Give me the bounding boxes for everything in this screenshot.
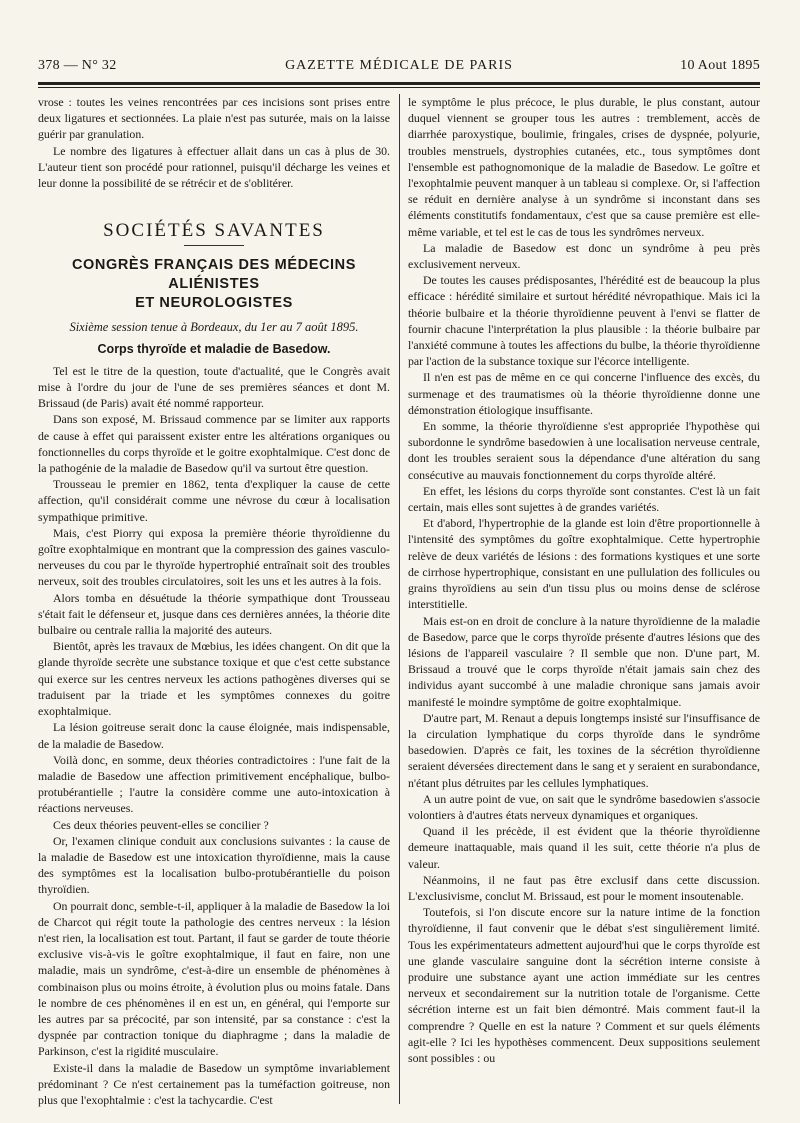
- paragraph: La lésion goitreuse serait donc la cause éloignée, mais indispensable, de la maladie de Basedow.: [38, 720, 390, 751]
- paragraph: Existe-il dans la maladie de Basedow un symptôme invariablement prédominant ? Ce n'est certainement pas la tuméfaction goitreuse, non plus que l'exophtalmie : c'est la tachycardie. C'est: [38, 1060, 390, 1107]
- paragraph: La maladie de Basedow est donc un syndrôme à peu près exclusivement nerveux.: [408, 240, 760, 272]
- left-column: [38, 94, 390, 1108]
- paragraph: Et d'abord, l'hypertrophie de la glande est loin d'être proportionnelle à l'intensité des symptômes du goître exophtalmique. Cette hypertrophie relève de deux variétés de lésions : des formations kystiques et une sorte de cirrhose hypertrophique, consistant en une pullulation des follicules ou grains thyroïdiens au sein d'un tissu plus ou moins dense de sclérose interstitielle.: [408, 516, 760, 612]
- journal-title: GAZETTE MÉDICALE DE PARIS: [285, 58, 513, 73]
- paragraph: Mais, c'est Piorry qui exposa la première théorie thyroïdienne du goître exophtalmique en montrant que la compression des gaines vasculo-nerveuses du cou par le thyroïde hypertrophié entraînait soit des troubles nerveux, soit des troubles circulatoires, soit les uns et les autres à la fois.: [38, 525, 390, 589]
- topic-heading: Corps thyroïde et maladie de Basedow.: [97, 341, 331, 356]
- paragraph: En effet, les lésions du corps thyroïde sont constantes. C'est là un fait certain, mais elles sont sujettes à de grandes variétés.: [408, 483, 760, 515]
- paragraph: Or, l'examen clinique conduit aux conclusions suivantes : la cause de la maladie de Basedow est une intoxication thyroïdienne, mais la cause des symptômes est la localisation bulbo-protubérantielle du poison thyroïdien.: [38, 833, 390, 897]
- right-column: [408, 94, 760, 1066]
- paragraph: Dans son exposé, M. Brissaud commence par se limiter aux rapports de cause à effet qui paraissent exister entre les altérations organiques ou fonctionnelles du corps thyroïde et le goitre exophtalmique. C'est donc de la pathogénie de la maladie de Basedow qu'il va surtout être question.: [38, 412, 390, 476]
- congress-title-line: CONGRÈS FRANÇAIS DES MÉDECINS ALIÉNISTES: [71, 257, 357, 293]
- header-rule-thin: [38, 87, 760, 88]
- paragraph: En somme, la théorie thyroïdienne s'est appropriée l'hypothèse qui subordonne le syndrôme basedowien à une localisation nerveuse centrale, dont les troubles seraient sous la dépendance d'une altération du sang consécutive au mauvais fonctionnement du corps thyroïde altéré.: [408, 419, 760, 482]
- paragraph: vrose : toutes les veines rencontrées par ces incisions sont prises entre deux ligatures et sectionnées. La plaie n'est pas suturée, mais on la laisse guérir par granulation.: [38, 95, 390, 142]
- paragraph: Néanmoins, il ne faut pas être exclusif dans cette discussion. L'exclusivisme, conclut M. Brissaud, est pour le moment insoutenable.: [408, 872, 760, 903]
- session-subtitle: Sixième session tenue à Bordeaux, du 1er au 7 août 1895.: [69, 320, 359, 335]
- header-rule-thick: [38, 82, 760, 85]
- column-separator: [399, 94, 400, 1104]
- section-rule: [184, 245, 244, 246]
- paragraph: Toutefois, si l'on discute encore sur la nature intime de la fonction thyroïdienne, il faut convenir que le débat s'est singulièrement limité. Tous les expérimentateurs admettent aujourd'hui que le corps thyroïde est une glande vasculaire sanguine dont la sécrétion interne consiste à produire une substance ayant une action immédiate sur les centres nerveux et secondairement sur la nutrition totale de l'organisme. Cette sécrétion interne est un fait bien démontré. Mais comment faut-il la comprendre ? Quelle en est la nature ? Comment et sur quels éléments agit-elle ? Ici les hypothèses commencent. Deux suppositions seulement sont possibles : ou: [408, 905, 760, 1065]
- page-number: 378 — N° 32: [38, 58, 117, 73]
- paragraph: Quand il les précède, il est évident que la théorie thyroïdienne demeure inattaquable, mais quand il les suit, cette théorie n'a plus de valeur.: [408, 824, 760, 871]
- paragraph: le symptôme le plus précoce, le plus durable, le plus constant, autour duquel viennent se grouper tous les autres : tremblement, accès de diarrhée paroxystique, boulimie, fringales, crises de dyspnée, polyurie, troubles menstruels, dystrophies cutanées, etc., tous symptômes dont l'ensemble est pathognomonique de la maladie de Basedow. Le goître et l'exophtalmie peuvent manquer à un tableau si complexe. Or, si l'affection se réduit en dernière analyse à un syndrôme si inconstant dans ses éléments constitutifs fondamentaux, c'est que sa cause première est elle-même variable, et tel est le cas de tous les syndrômes nerveux.: [408, 95, 760, 239]
- paragraph: Tel est le titre de la question, toute d'actualité, que le Congrès avait mise à l'ordre du jour de l'une de ses premières séances et dont M. Brissaud (de Paris) avait été nommé rapporteur.: [38, 363, 390, 411]
- paragraph: Voilà donc, en somme, deux théories contradictoires : l'une fait de la maladie de Basedow une affection primitivement encéphalique, bulbo-protubérantielle ; l'autre la considère comme une auto-intoxication à réactions nerveuses.: [38, 752, 390, 816]
- paragraph: Bientôt, après les travaux de Mœbius, les idées changent. On dit que la glande thyroïde secrète une substance toxique et que c'est cette substance qui exerce sur les centres nerveux les actions pathogènes diverses qui se traduisent par la triade et les symptômes connexes du goitre exophtalmique.: [38, 639, 390, 719]
- congress-title: [38, 256, 390, 313]
- paragraph: Mais est-on en droit de conclure à la nature thyroïdienne de la maladie de Basedow, parce que le corps thyroïde présente d'autres lésions que des lésions de l'appareil vasculaire ? Il semble que non. D'une part, M. Brissaud a trouvé que le corps thyroïde n'était jamais sain chez des individus ayant succombé à une maladie chronique sans jamais avoir manifesté le moindre symptôme de goitre exophtalmique.: [408, 613, 760, 709]
- paragraph: De toutes les causes prédisposantes, l'hérédité est de beaucoup la plus efficace : hérédité similaire et surtout hérédité névropathique. Mais ici la théorie bulbaire et la théorie thyroïdienne peuvent à l'envi se flatter de fournir chacune l'interprétation la plus plausible : la théorie bulbaire par l'anxiété commune à toutes les affections du bulbe, la théorie thyroïdienne par l'action de la substance toxique sur l'écorce intelligente.: [408, 273, 760, 369]
- paragraph: On pourrait donc, semble-t-il, appliquer à la maladie de Basedow la loi de Charcot qui régit toute la pathologie des centres nerveux : la lésion n'est rien, la localisation est tout. Partant, il faut se garder de toute théorie exclusive vis-à-vis le goître exophtalmique, il faut en faire, non une maladie, mais un syndrôme, c'est-à-dire un ensemble de phénomènes à combinaison plus ou moins étroite, à évolution plus ou moins fatale. Dans le nombre de ces phénomènes il en est un, en général, qui l'emporte sur les autres par sa précocité, par son intensité, par sa constance : c'est la dyspnée par contraction tonique du diaphragme ; dans la maladie de Parkinson, c'est la rigidité musculaire.: [38, 898, 390, 1059]
- running-header: [38, 58, 760, 78]
- paragraph: D'autre part, M. Renaut a depuis longtemps insisté sur l'insuffisance de la circulation lymphatique du corps thyroïde dans le syndrôme basedowien. D'après ce fait, les toxines de la sécrétion thyroïdienne seraient déversées directement dans le sang et y seraient en surabondance, n'étant plus détruites par les cellules lymphatiques.: [408, 710, 760, 790]
- issue-date: 10 Aout 1895: [680, 58, 760, 73]
- paragraph: Le nombre des ligatures à effectuer allait dans un cas à plus de 30. L'auteur tient son procédé pour rationnel, puisqu'il décharge les veines et leur donne la possibilité de se rétrécir et de s'oblitérer.: [38, 143, 390, 191]
- paragraph: A un autre point de vue, on sait que le syndrôme basedowien s'associe volontiers à d'autres états nerveux dynamiques et organiques.: [408, 791, 760, 822]
- congress-title-line: ET NEUROLOGISTES: [135, 295, 293, 312]
- paragraph: Alors tomba en désuétude la théorie sympathique dont Trousseau s'était fait le défenseur et, jusque dans ces dernières années, la théorie dite bulbaire ou centrale rallia la majorité des auteurs.: [38, 590, 390, 638]
- paragraph: Ces deux théories peuvent-elles se concilier ?: [53, 817, 269, 832]
- paragraph: Il n'en est pas de même en ce qui concerne l'influence des excès, du surmenage et des traumatismes où la théorie thyroïdienne donne une démonstration étiologique insuffisante.: [408, 370, 760, 417]
- section-title: SOCIÉTÉS SAVANTES: [103, 220, 325, 242]
- paragraph: Trousseau le premier en 1862, tenta d'expliquer la cause de cette affection, qu'il considérait comme une névrose du cœur à localisation sympathique primitive.: [38, 477, 390, 524]
